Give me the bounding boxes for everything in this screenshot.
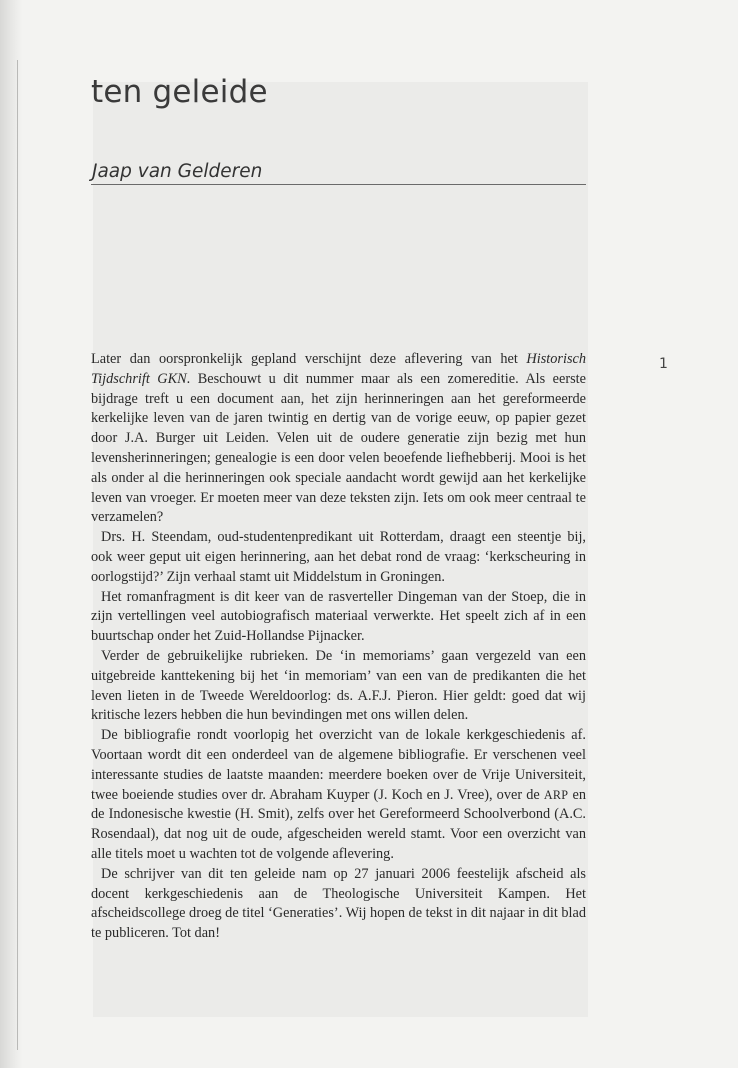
paragraph-5: [91, 726, 586, 865]
title-divider: [91, 184, 586, 185]
paragraph-3: Het romanfragment is dit keer van de rasverteller Dingeman van der Stoep, die in zijn vertellingen veel autobiografisch materiaal verwerkte. Het speelt zich af in een buurtschap onder het Zuid-Hollandse Pijnacker.: [91, 588, 586, 645]
paragraph-1-text-a: Later dan oorspronkelijk gepland verschijnt deze aflevering van het: [91, 351, 527, 367]
gutter-line: [17, 60, 18, 1050]
paragraph-5-text-b: en de Indonesische kwestie (H. Smit), zelfs over het Gereformeerd Schoolverbond (A.C. Rosendaal), dat nog uit de oude, afgescheiden wereld stamt. Voor een overzicht van alle titels moet u wachten tot de volgende aflevering.: [91, 786, 586, 862]
page-title: ten geleide: [91, 74, 268, 110]
paragraph-5-text-a: De bibliografie rondt voorlopig het overzicht van de lokale kerkgeschiedenis af. Voortaan wordt dit een onderdeel van de algemene bibliografie. Er verschenen veel interessante studies de laatste maanden: meerdere boeken over de Vrije Universiteit, twee boeiende studies over dr. Abraham Kuyper (J. Koch en J. Vree), over de: [91, 727, 586, 803]
paragraph-6: De schrijver van dit ten geleide nam op 27 januari 2006 feestelijk afscheid als docent kerkgeschiedenis aan de Theologische Universiteit Kampen. Het afscheidscollege droeg de titel ‘Generaties’. Wij hopen de tekst in dit najaar in dit blad te publiceren. Tot dan!: [91, 865, 587, 942]
paragraph-1: [91, 350, 586, 528]
page-gutter: [0, 0, 22, 1068]
journal-title: Historisch Tijdschrift GKN: [91, 351, 586, 387]
paragraph-1-text-b: . Beschouwt u dit nummer maar als een zomereditie. Als eerste bijdrage treft u een document aan, het zijn herinneringen aan het gereformeerde kerkelijke leven van de jaren twintig en dertig van de vorige eeuw, op papier gezet door J.A. Burger uit Leiden. Velen uit de oudere generatie zijn bezig met hun levensherinneringen; genealogie is een door velen beoefende liefhebberij. Mooi is het als onder al die herinneringen ook speciale aandacht wordt gewijd aan het kerkelijke leven van vroeger. Er moeten meer van deze teksten zijn. Iets om ook meer centraal te verzamelen?: [91, 370, 586, 526]
paragraph-4: Verder de gebruikelijke rubrieken. De ‘in memoriams’ gaan vergezeld van een uitgebreide kanttekening bij het ‘in memoriam’ van een van de predikanten die het leven lieten in de Tweede Wereldoorlog: ds. A.F.J. Pieron. Hier geldt: goed dat wij kritische lezers hebben die hun bevindingen met ons willen delen.: [91, 647, 586, 724]
article-body: [91, 350, 586, 944]
page-number: 1: [659, 356, 668, 372]
paragraph-2: Drs. H. Steendam, oud-studentenpredikant uit Rotterdam, draagt een steentje bij, ook weer geput uit eigen herinnering, aan het debat rond de vraag: ‘kerkscheuring in oorlogstijd?’ Zijn verhaal stamt uit Middelstum in Groningen.: [91, 529, 586, 585]
arp-abbreviation: ARP: [543, 787, 569, 802]
author-name: Jaap van Gelderen: [92, 161, 263, 182]
